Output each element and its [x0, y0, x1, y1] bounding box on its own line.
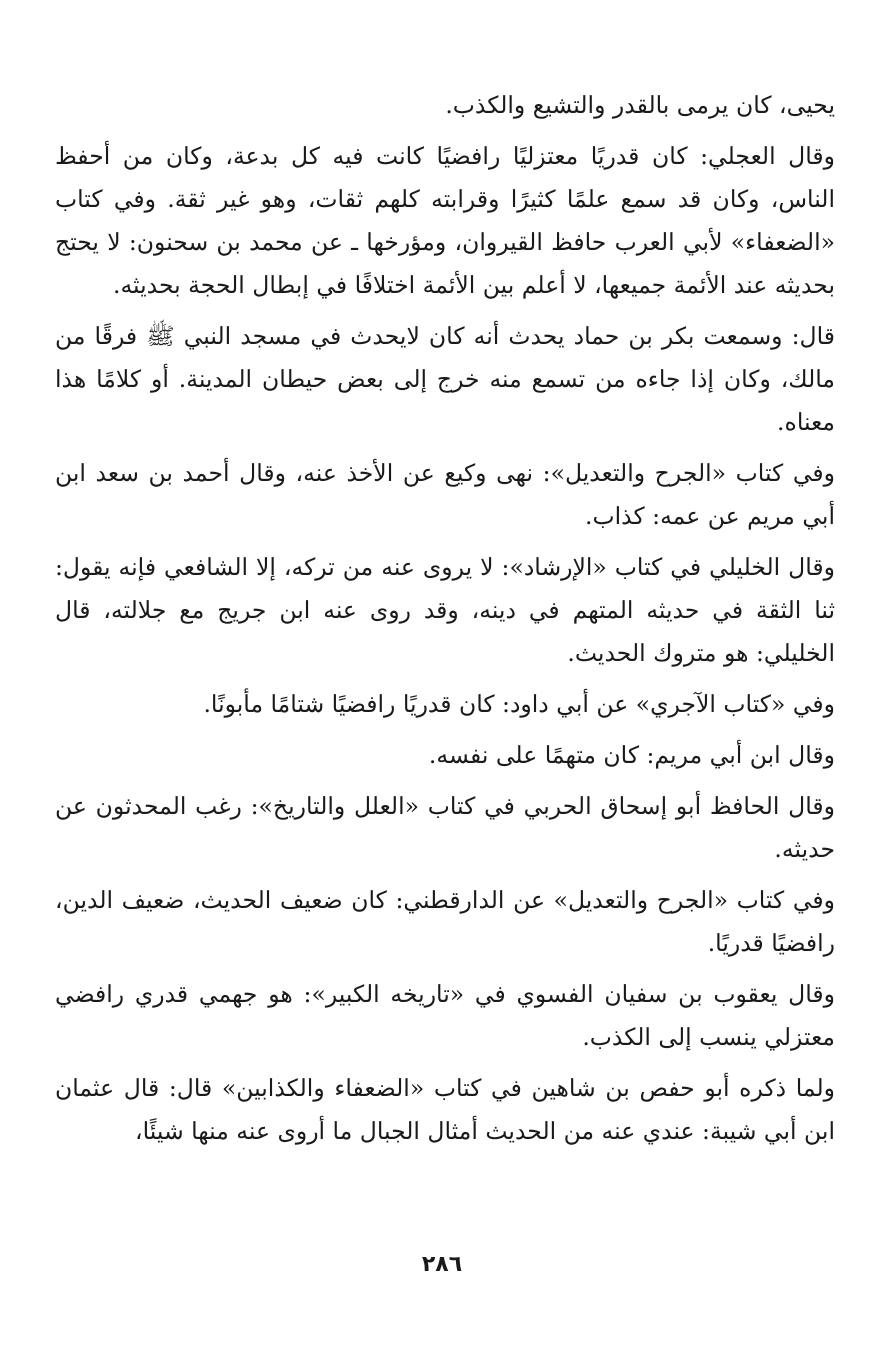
- paragraph-4: وفي كتاب «الجرح والتعديل»: نهى وكيع عن الأخذ عنه، وقال أحمد بن سعد ابن أبي مريم عن عمه: كذاب.: [55, 459, 835, 530]
- page-number: ٢٨٦: [421, 1252, 463, 1277]
- paragraph-7: وقال ابن أبي مريم: كان متهمًا على نفسه.: [428, 741, 835, 769]
- paragraph-2: وقال العجلي: كان قدريًا معتزليًا رافضيًا كانت فيه كل بدعة، وكان من أحفظ الناس، وكان قد سمع علمًا كثيرًا وقرابته كلهم ثقات، وهو غير ثقة. وفي كتاب «الضعفاء» لأبي العرب حافظ القيروان، ومؤرخها ـ عن محمد بن سحنون: لا يحتج بحديثه عند الأئمة جميعها، لا أعلم بين الأئمة اختلافًا في إبطال الحجة بحديثه.: [55, 142, 835, 299]
- paragraph-8: وقال الحافظ أبو إسحاق الحربي في كتاب «العلل والتاريخ»: رغب المحدثون عن حديثه.: [55, 792, 835, 863]
- paragraph-6: وفي «كتاب الآجري» عن أبي داود: كان قدريًا رافضيًا شتامًا مأبونًا.: [203, 690, 835, 718]
- paragraph-10: وقال يعقوب بن سفيان الفسوي في «تاريخه الكبير»: هو جهمي قدري رافضي معتزلي ينسب إلى الكذب.: [55, 980, 835, 1051]
- paragraph-9: وفي كتاب «الجرح والتعديل» عن الدارقطني: كان ضعيف الحديث، ضعيف الدين، رافضيًا قدريًا.: [55, 886, 835, 957]
- paragraph-3: قال: وسمعت بكر بن حماد يحدث أنه كان لايحدث في مسجد النبي ﷺ فرقًا من مالك، وكان إذا جاءه من تسمع منه خرج إلى بعض حيطان المدينة. أو كلامًا هذا معناه.: [55, 322, 835, 436]
- paragraph-1: يحيى، كان يرمى بالقدر والتشيع والكذب.: [445, 91, 835, 119]
- page-body: [55, 84, 835, 1284]
- paragraph-11: ولما ذكره أبو حفص بن شاهين في كتاب «الضعفاء والكذابين» قال: قال عثمان ابن أبي شيبة: عندي عنه من الحديث أمثال الجبال ما أروى عنه منها شيئًا،: [55, 1074, 835, 1145]
- paragraph-5: وقال الخليلي في كتاب «الإرشاد»: لا يروى عنه من تركه، إلا الشافعي فإنه يقول: ثنا الثقة في حديثه المتهم في دينه، وقد روى عنه ابن جريج مع جلالته، قال الخليلي: هو متروك الحديث.: [55, 553, 835, 667]
